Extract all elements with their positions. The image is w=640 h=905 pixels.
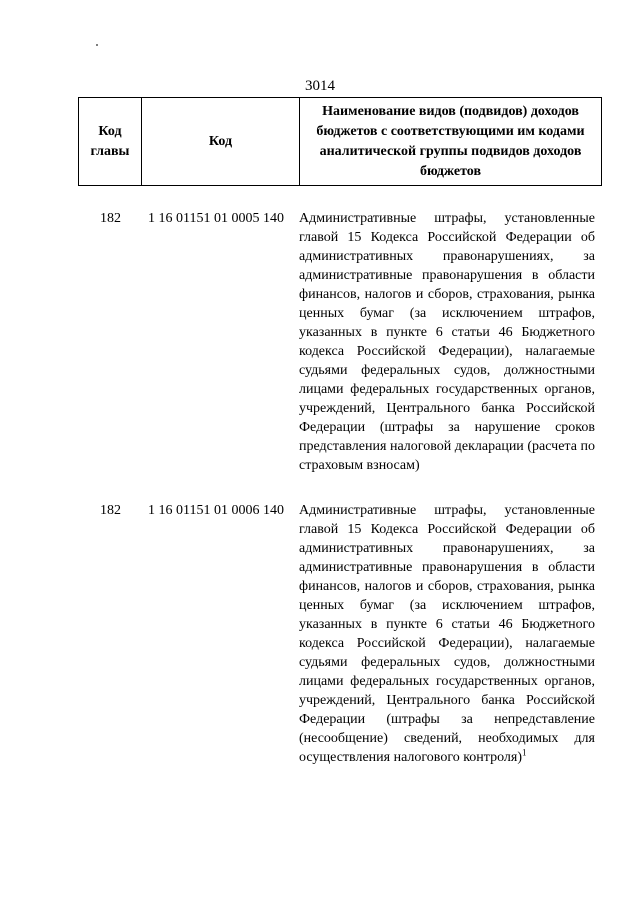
row-chapter-code: 182 bbox=[100, 211, 121, 226]
row-description: Административные штрафы, установленные главой 15 Кодекса Российской Федерации об административных правонарушениях, за административные правонарушения в области финансов, налогов и сборов, страхования, рынка ценных бумаг (за исключением штрафов, указанных в пункте 6 статьи 46 Бюджетного кодекса Российской Федерации), налагаемые судьями федеральных судов, должностными лицами федеральных государственных органов, учреждений, Центрального банка Российской Федерации (штрафы за нарушение сроков представления налоговой декларации (расчета по страховым взносам) bbox=[299, 211, 595, 473]
row-code: 1 16 01151 01 0006 140 bbox=[148, 503, 284, 518]
scan-speck bbox=[96, 44, 98, 46]
header-name: Наименование видов (подвидов) доходов бюджетов с соответствующими им кодами аналитической группы подвидов доходов бюджетов bbox=[300, 98, 602, 186]
page-number: 3014 bbox=[305, 78, 335, 94]
row-description bbox=[299, 501, 595, 767]
header-row bbox=[79, 98, 602, 186]
header-code: Код bbox=[142, 98, 300, 186]
row-description-text: Административные штрафы, установленные главой 15 Кодекса Российской Федерации об административных правонарушениях, за административные правонарушения в области финансов, налогов и сборов, страхования, рынка ценных бумаг (за исключением штрафов, указанных в пункте 6 статьи 46 Бюджетного кодекса Российской Федерации), налагаемые судьями федеральных судов, должностными лицами федеральных государственных органов, учреждений, Центрального банка Российской Федерации (штрафы за непредставление (несообщение) сведений, необходимых для осуществления налогового контроля) bbox=[299, 503, 595, 765]
header-chapter-code: Код главы bbox=[79, 98, 142, 186]
row-chapter-code: 182 bbox=[100, 503, 121, 518]
table-header bbox=[78, 97, 602, 186]
footnote-mark: 1 bbox=[522, 747, 527, 758]
row-code: 1 16 01151 01 0005 140 bbox=[148, 211, 284, 226]
